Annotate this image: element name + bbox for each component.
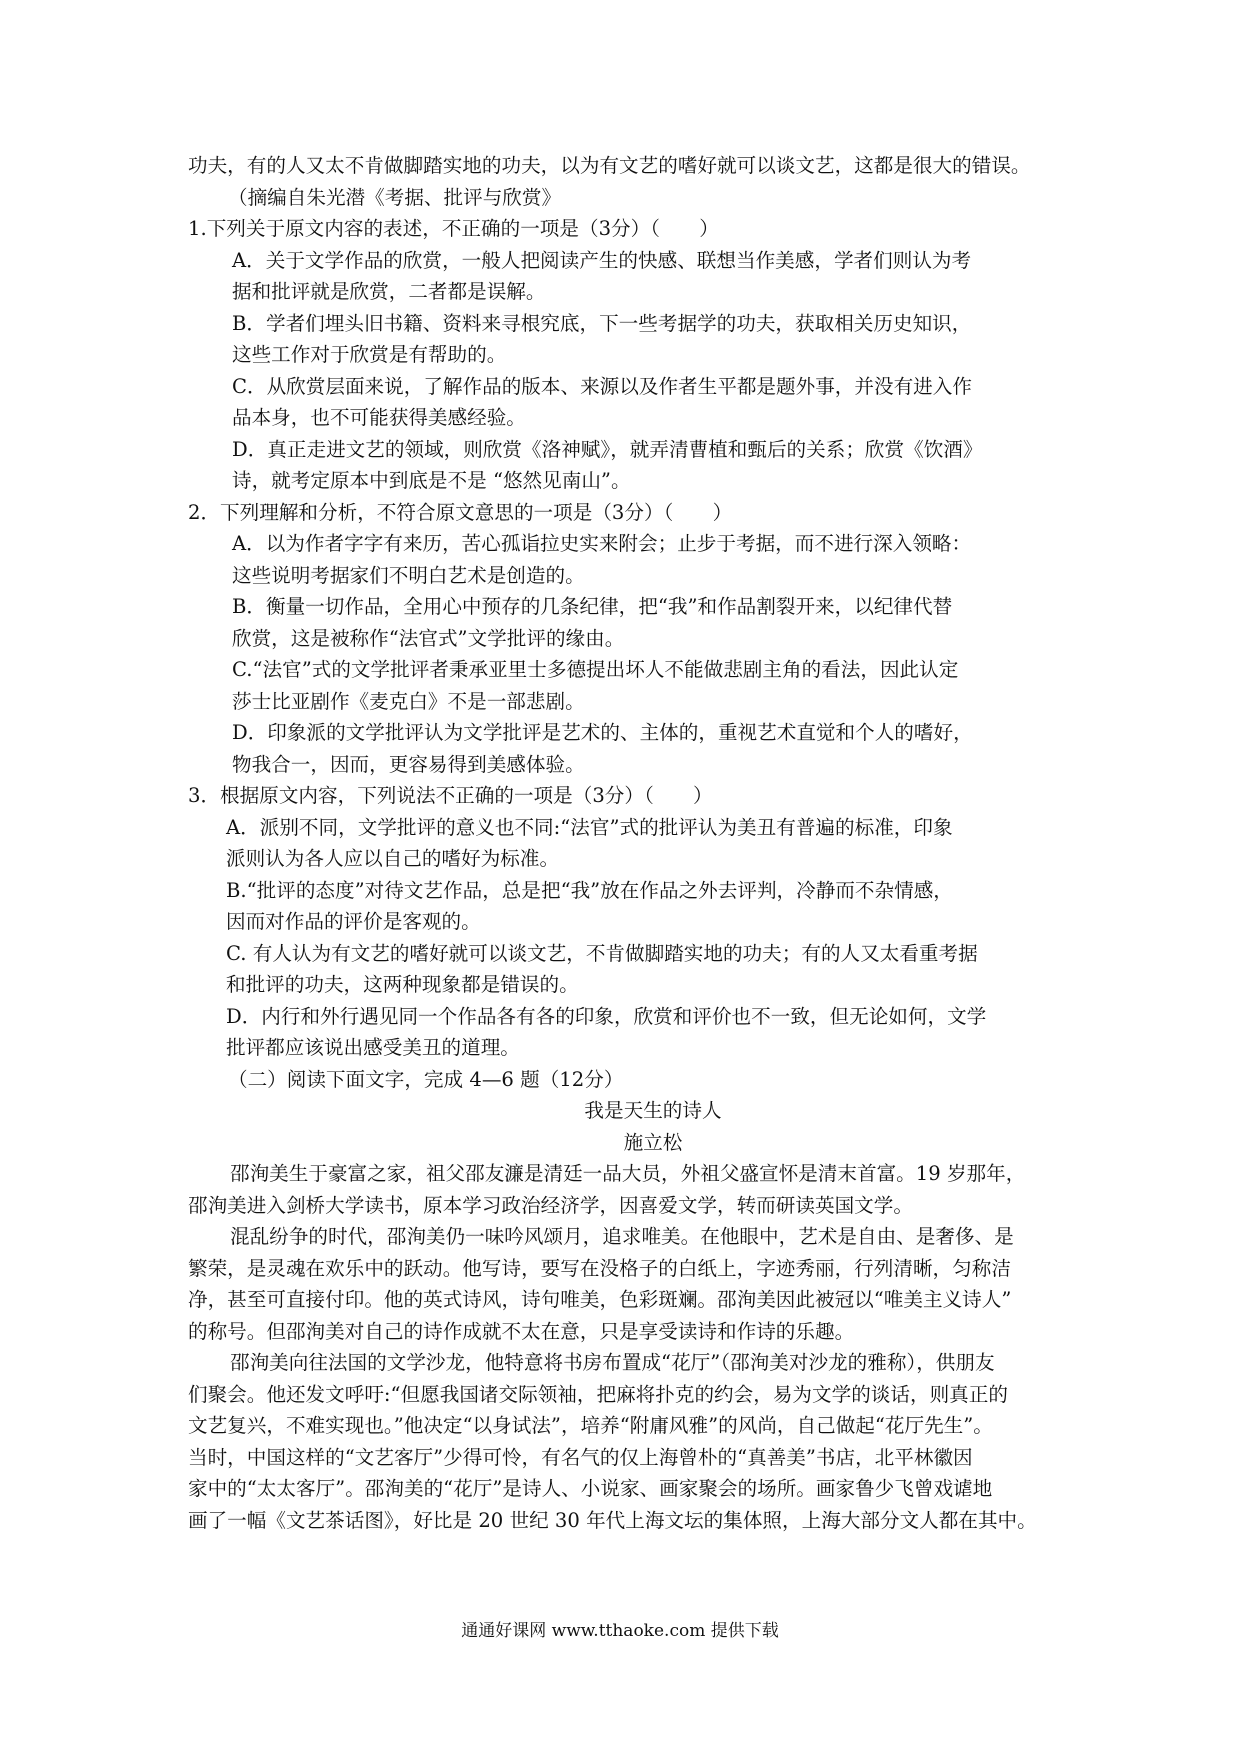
text-line: 1.下列关于原文内容的表述，不正确的一项是（3分）（ ） <box>188 217 719 240</box>
text-line: C. 有人认为有文艺的嗜好就可以谈文艺，不肯做脚踏实地的功夫；有的人又太看重考据 <box>226 941 978 965</box>
text-line: 批评都应该说出感受美丑的道理。 <box>226 1036 520 1059</box>
text-line: 欣赏，这是被称作“法官式”文学批评的缘由。 <box>232 626 625 650</box>
text-line: 功夫，有的人又太不肯做脚踏实地的功夫，以为有文艺的嗜好就可以谈文艺，这都是很大的错误。 <box>188 154 1031 177</box>
text-line: D．内行和外行遇见同一个作品各有各的印象，欣赏和评价也不一致，但无论如何，文学 <box>226 1004 987 1028</box>
text-line: 施立松 <box>623 1130 683 1154</box>
text-line: 画了一幅《文艺茶话图》，好比是 20 世纪 30 年代上海文坛的集体照，上海大部分文人都在其中。 <box>188 1508 1037 1532</box>
text-line: 家中的“太太客厅”。邵洵美的“花厅”是诗人、小说家、画家聚会的场所。画家鲁少飞曾戏谑地 <box>188 1477 993 1500</box>
text-line: C.“法官”式的文学批评者秉承亚里士多德提出坏人不能做悲剧主角的看法，因此认定 <box>232 658 959 681</box>
text-line: D．真正走进文艺的领域，则欣赏《洛神赋》，就弄清曹植和甄后的关系；欣赏《饮酒》 <box>232 437 983 461</box>
text-line: 3．根据原文内容，下列说法不正确的一项是（3分）（ ） <box>188 784 713 807</box>
text-line: 和批评的功夫，这两种现象都是错误的。 <box>226 973 579 996</box>
text-line: 邵洵美生于豪富之家，祖父邵友濂是清廷一品大员，外祖父盛宣怀是清末首富。19 岁那年， <box>230 1162 1026 1185</box>
text-line: 2．下列理解和分析，不符合原文意思的一项是（3分）（ ） <box>188 500 733 524</box>
text-line: 们聚会。他还发文呼吁:“但愿我国诸交际领袖，把麻将扑克的约会，易为文学的谈话，则真正的 <box>188 1382 1008 1406</box>
text-line: （二）阅读下面文字，完成 4—6 题（12分） <box>228 1067 624 1091</box>
text-line: 物我合一，因而，更容易得到美感体验。 <box>232 752 585 776</box>
text-line: A．派别不同，文学批评的意义也不同:“法官”式的批评认为美丑有普遍的标准，印象 <box>226 815 953 839</box>
text-line: 我是天生的诗人 <box>584 1099 722 1122</box>
text-line: 莎士比亚剧作《麦克白》不是一部悲剧。 <box>232 689 585 713</box>
document-body <box>188 150 1118 1536</box>
text-line: B.“批评的态度”对待文艺作品，总是把“我”放在作品之外去评判，冷静而不杂情感， <box>226 878 953 902</box>
text-line: 当时，中国这样的“文艺客厅”少得可怜，有名气的仅上海曾朴的“真善美”书店，北平林徽因 <box>188 1445 973 1469</box>
text-line: （摘编自朱光潜《考据、批评与欣赏》 <box>228 185 562 209</box>
text-line: 这些说明考据家们不明白艺术是创造的。 <box>232 563 585 587</box>
text-line: 邵洵美进入剑桥大学读书，原本学习政治经济学，因喜爱文学，转而研读英国文学。 <box>188 1193 913 1217</box>
text-line: B．衡量一切作品，全用心中预存的几条纪律，把“我”和作品割裂开来，以纪律代替 <box>232 595 953 618</box>
page-footer: 通通好课网 www.tthaoke.com 提供下载 <box>461 1621 779 1641</box>
text-line: B．学者们埋头旧书籍、资料来寻根究底，下一些考据学的功夫，获取相关历史知识， <box>232 311 972 335</box>
text-line: D．印象派的文学批评认为文学批评是艺术的、主体的，重视艺术直觉和个人的嗜好， <box>232 721 973 744</box>
text-line: 净，甚至可直接付印。他的英式诗风，诗句唯美，色彩斑斓。邵洵美因此被冠以“唯美主义诗人” <box>188 1288 1012 1311</box>
text-line: 据和批评就是欣赏，二者都是误解。 <box>232 280 546 303</box>
text-line: 混乱纷争的时代，邵洵美仍一味吟风颂月，追求唯美。在他眼中，艺术是自由、是奢侈、是 <box>230 1225 1014 1248</box>
text-line: 这些工作对于欣赏是有帮助的。 <box>232 343 507 366</box>
text-line: 因而对作品的评价是客观的。 <box>226 910 481 933</box>
text-line: 品本身，也不可能获得美感经验。 <box>232 406 526 429</box>
text-line: 诗，就考定原本中到底是不是 “悠然见南山”。 <box>232 469 631 492</box>
text-line: 邵洵美向往法国的文学沙龙，他特意将书房布置成“花厅”（邵洵美对沙龙的雅称），供朋友 <box>230 1351 995 1374</box>
text-line: A．以为作者字字有来历，苦心孤诣拉史实来附会；止步于考据，而不进行深入领略： <box>232 532 972 555</box>
text-line: 派则认为各人应以自己的嗜好为标准。 <box>226 847 560 870</box>
text-line: 文艺复兴，不难实现也。”他决定“以身试法”，培养“附庸风雅”的风尚，自己做起“花厅先生”。 <box>188 1414 993 1437</box>
text-line: 繁荣，是灵魂在欢乐中的跃动。他写诗，要写在没格子的白纸上，字迹秀丽，行列清晰，匀称洁 <box>188 1256 1011 1280</box>
text-line: A．关于文学作品的欣赏，一般人把阅读产生的快感、联想当作美感，学者们则认为考 <box>232 248 972 272</box>
text-line: C．从欣赏层面来说，了解作品的版本、来源以及作者生平都是题外事，并没有进入作 <box>232 374 972 398</box>
text-line: 的称号。但邵洵美对自己的诗作成就不太在意，只是享受读诗和作诗的乐趣。 <box>188 1319 855 1343</box>
